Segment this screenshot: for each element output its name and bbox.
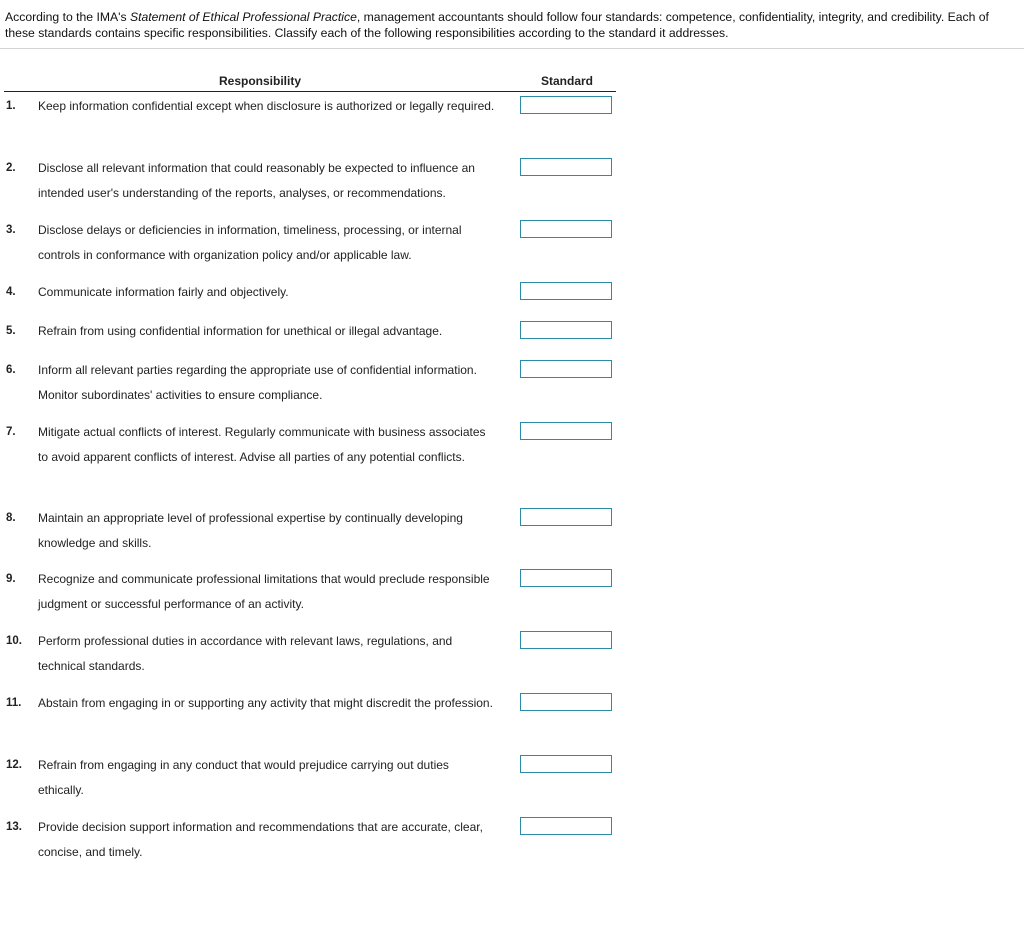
instructions-document-title: Statement of Ethical Professional Practice [129,10,357,24]
responsibility-text: Refrain from using confidential information for unethical or illegal advantage. [38,324,443,338]
column-header-responsibility: Responsibility [218,74,301,88]
row-number: 12. [6,759,22,771]
row-number: 13. [6,821,22,833]
instructions-lead: According to the IMA's [5,10,130,24]
standard-input[interactable] [520,755,612,773]
responsibility-text: Recognize and communicate professional limitations that would preclude responsible judgment or successful performance of an activity. [38,572,490,611]
row-number: 3. [6,224,16,236]
responsibility-text: Maintain an appropriate level of professional expertise by continually developing knowledge and skills. [38,511,463,550]
row-number: 5. [6,325,16,337]
responsibility-text: Communicate information fairly and objectively. [38,285,289,299]
standard-input[interactable] [520,508,612,526]
row-number: 9. [6,573,16,585]
instructions [5,9,1021,41]
row-number: 7. [6,426,16,438]
standard-input[interactable] [520,321,612,339]
responsibility-text: Mitigate actual conflicts of interest. Regularly communicate with business associates to avoid apparent conflicts of interest. Advise all parties of any potential conflicts. [38,425,486,464]
standard-input[interactable] [520,158,612,176]
standard-input[interactable] [520,220,612,238]
standard-input[interactable] [520,569,612,587]
column-header-standard: Standard [540,74,593,88]
responsibility-text: Perform professional duties in accordance with relevant laws, regulations, and technical standards. [38,634,453,673]
standard-input[interactable] [520,422,612,440]
row-number: 6. [6,364,16,376]
responsibility-text: Refrain from engaging in any conduct that would prejudice carrying out duties ethically. [38,758,449,797]
instructions-body: , management accountants should follow four standards: competence, confidentiality, integrity, and credibility. Each of these standards contains specific responsibilities. Classify each of the following responsibilities according to the standard it addresses. [5,10,989,40]
row-number: 2. [6,162,16,174]
row-number: 10. [6,635,22,647]
standard-input[interactable] [520,96,612,114]
standard-input[interactable] [520,282,612,300]
responsibility-text: Inform all relevant parties regarding the appropriate use of confidential information. Monitor subordinates' activities to ensure compliance. [38,363,477,402]
header-rule [4,91,616,92]
responsibility-text: Disclose delays or deficiencies in information, timeliness, processing, or internal controls in conformance with organization policy and/or applicable law. [38,223,462,262]
standard-input[interactable] [520,360,612,378]
row-number: 1. [6,100,16,112]
standard-input[interactable] [520,631,612,649]
divider [0,48,1024,49]
standard-input[interactable] [520,817,612,835]
row-number: 4. [6,286,16,298]
responsibility-text: Provide decision support information and recommendations that are accurate, clear, concise, and timely. [38,820,483,859]
responsibility-text: Abstain from engaging in or supporting any activity that might discredit the profession. [38,696,493,710]
responsibility-text: Disclose all relevant information that could reasonably be expected to influence an intended user's understanding of the reports, analyses, or recommendations. [38,161,475,200]
row-number: 8. [6,512,16,524]
row-number: 11. [6,697,22,709]
responsibility-text: Keep information confidential except when disclosure is authorized or legally required. [38,99,495,113]
standard-input[interactable] [520,693,612,711]
